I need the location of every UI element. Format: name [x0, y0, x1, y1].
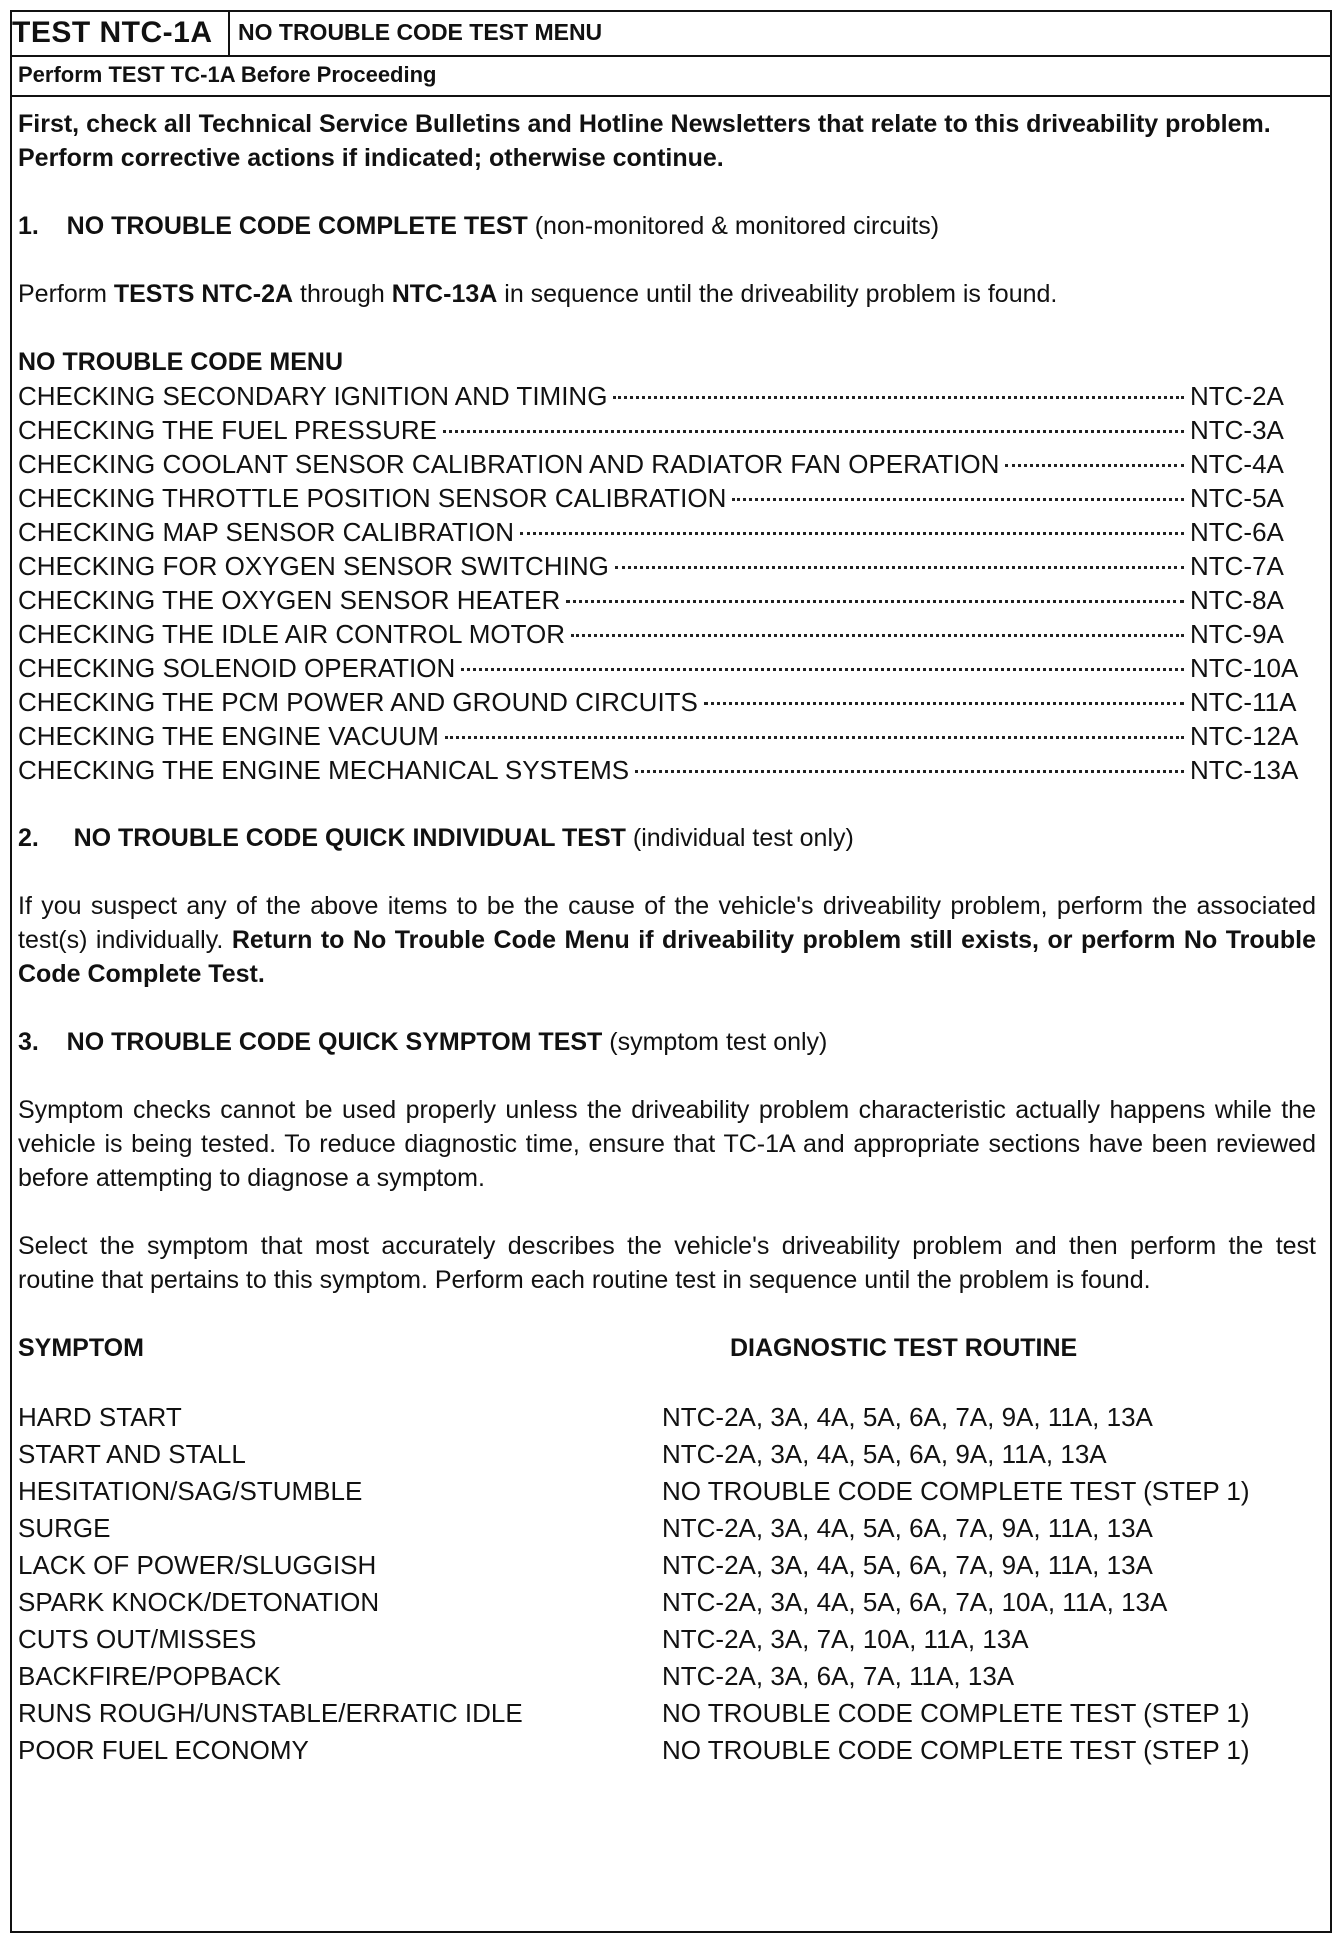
- step-2-paragraph: [18, 889, 1316, 991]
- step-3-paragraph-2: Select the symptom that most accurately describes the vehicle's driveability problem and then perform the test routine that pertains to this symptom. Perform each routine test in sequence until the problem is found.: [18, 1232, 1316, 1294]
- dot-leader: [445, 736, 1184, 739]
- menu-item-label: CHECKING THROTTLE POSITION SENSOR CALIBRATION: [18, 483, 727, 513]
- table-row: [18, 1473, 1316, 1510]
- instr-text: Perform: [18, 280, 114, 308]
- instr-text: through: [293, 280, 392, 308]
- dot-leader: [732, 498, 1184, 501]
- menu-item-label: CHECKING FOR OXYGEN SENSOR SWITCHING: [18, 551, 609, 581]
- menu-item: [18, 617, 1316, 651]
- dot-leader: [461, 668, 1184, 671]
- test-id: TEST NTC-1A: [12, 12, 230, 55]
- symptom-cell: LACK OF POWER/SLUGGISH: [18, 1550, 377, 1580]
- document-page: [10, 10, 1332, 1933]
- instr-test-end: NTC-13A: [391, 280, 498, 308]
- menu-item-label: CHECKING THE PCM POWER AND GROUND CIRCUITS: [18, 687, 698, 717]
- menu-item: [18, 413, 1316, 447]
- menu-item-label: CHECKING THE ENGINE MECHANICAL SYSTEMS: [18, 755, 630, 785]
- routine-cell: NTC-2A, 3A, 4A, 5A, 6A, 7A, 9A, 11A, 13A: [662, 1513, 1153, 1543]
- dot-leader: [443, 430, 1184, 433]
- step-1-heading: [18, 209, 1316, 243]
- step-2-emphasis: Return to No Trouble Code Menu if driveability problem still exists, or perform No Trouble Code Complete Test.: [18, 926, 1317, 988]
- routine-column-header: DIAGNOSTIC TEST ROUTINE: [730, 1334, 1078, 1362]
- menu-item-code: NTC-5A: [1190, 483, 1284, 513]
- menu-item-code: NTC-2A: [1190, 381, 1284, 411]
- table-row: [18, 1436, 1316, 1473]
- menu-item: [18, 515, 1316, 549]
- intro-paragraph: First, check all Technical Service Bulletins and Hotline Newsletters that relate to this driveability problem. Perform corrective actions if indicated; otherwise continue.: [18, 110, 1271, 172]
- symptom-column-header: SYMPTOM: [18, 1334, 144, 1362]
- dot-leader: [613, 396, 1184, 399]
- symptom-cell: BACKFIRE/POPBACK: [18, 1661, 281, 1691]
- step-3-note: (symptom test only): [609, 1028, 828, 1056]
- instr-text: in sequence until the driveability problem is found.: [497, 280, 1058, 308]
- menu-item: [18, 753, 1316, 787]
- menu-item-code: NTC-12A: [1190, 721, 1299, 751]
- table-row: [18, 1510, 1316, 1547]
- menu-item-code: NTC-6A: [1190, 517, 1284, 547]
- symptom-cell: SPARK KNOCK/DETONATION: [18, 1587, 380, 1617]
- test-title: NO TROUBLE CODE TEST MENU: [238, 19, 603, 45]
- symptom-cell: HESITATION/SAG/STUMBLE: [18, 1476, 363, 1506]
- routine-cell: NTC-2A, 3A, 4A, 5A, 6A, 7A, 9A, 11A, 13A: [662, 1402, 1153, 1432]
- routine-cell: NO TROUBLE CODE COMPLETE TEST (STEP 1): [662, 1735, 1250, 1765]
- menu-item: [18, 447, 1316, 481]
- step-3-number: 3.: [18, 1028, 39, 1056]
- step-2-note: (individual test only): [632, 824, 854, 852]
- menu-item: [18, 379, 1316, 413]
- routine-cell: NTC-2A, 3A, 7A, 10A, 11A, 13A: [662, 1624, 1029, 1654]
- routine-cell: NTC-2A, 3A, 6A, 7A, 11A, 13A: [662, 1661, 1015, 1691]
- menu-item-label: CHECKING THE IDLE AIR CONTROL MOTOR: [18, 619, 566, 649]
- menu-item-label: CHECKING THE ENGINE VACUUM: [18, 721, 439, 751]
- step-2-heading: [18, 821, 1316, 855]
- menu-item-label: CHECKING SECONDARY IGNITION AND TIMING: [18, 381, 608, 411]
- routine-cell: NTC-2A, 3A, 4A, 5A, 6A, 9A, 11A, 13A: [662, 1439, 1107, 1469]
- symptom-table-header: [18, 1331, 1316, 1365]
- menu-item: [18, 549, 1316, 583]
- step-3-title: NO TROUBLE CODE QUICK SYMPTOM TEST: [66, 1028, 603, 1056]
- step-2-number: 2.: [18, 824, 39, 852]
- step-1-number: 1.: [18, 212, 39, 240]
- content: [12, 97, 1330, 1769]
- step-1-instruction: [18, 277, 1316, 311]
- symptom-cell: HARD START: [18, 1402, 182, 1432]
- table-row: [18, 1584, 1316, 1621]
- dot-leader: [615, 566, 1184, 569]
- menu-item-code: NTC-13A: [1190, 755, 1299, 785]
- routine-cell: NTC-2A, 3A, 4A, 5A, 6A, 7A, 10A, 11A, 13A: [662, 1587, 1168, 1617]
- menu-item: [18, 651, 1316, 685]
- table-row: [18, 1732, 1316, 1769]
- routine-cell: NO TROUBLE CODE COMPLETE TEST (STEP 1): [662, 1698, 1250, 1728]
- symptom-cell: START AND STALL: [18, 1439, 246, 1469]
- prerequisite-note: Perform TEST TC-1A Before Proceeding: [12, 57, 1330, 97]
- step-3-paragraph-1: Symptom checks cannot be used properly unless the driveability problem characteristic actually happens while the vehicle is being tested. To reduce diagnostic time, ensure that TC-1A and appropriate sections have been reviewed before attempting to diagnose a symptom.: [18, 1096, 1316, 1192]
- symptom-table: [18, 1399, 1316, 1769]
- menu-item-code: NTC-4A: [1190, 449, 1284, 479]
- table-row: [18, 1547, 1316, 1584]
- table-row: [18, 1399, 1316, 1436]
- step-1-note: (non-monitored & monitored circuits): [534, 212, 940, 240]
- menu-item: [18, 481, 1316, 515]
- dot-leader: [635, 770, 1184, 773]
- dot-leader: [704, 702, 1184, 705]
- menu-item: [18, 685, 1316, 719]
- routine-cell: NTC-2A, 3A, 4A, 5A, 6A, 7A, 9A, 11A, 13A: [662, 1550, 1153, 1580]
- step-1-title: NO TROUBLE CODE COMPLETE TEST: [66, 212, 528, 240]
- header-row: [12, 12, 1330, 57]
- table-row: [18, 1621, 1316, 1658]
- routine-cell: NO TROUBLE CODE COMPLETE TEST (STEP 1): [662, 1476, 1250, 1506]
- dot-leader: [571, 634, 1184, 637]
- instr-test-start: TESTS NTC-2A: [113, 280, 294, 308]
- menu-item-label: CHECKING COOLANT SENSOR CALIBRATION AND RADIATOR FAN OPERATION: [18, 449, 1000, 479]
- menu-item-label: CHECKING MAP SENSOR CALIBRATION: [18, 517, 515, 547]
- menu-item-label: CHECKING THE OXYGEN SENSOR HEATER: [18, 585, 561, 615]
- step-2-text: If you suspect any of the above items to be the cause of the vehicle's driveability problem, perform the associated test(s) individually.: [18, 892, 1316, 954]
- table-row: [18, 1658, 1316, 1695]
- symptom-cell: RUNS ROUGH/UNSTABLE/ERRATIC IDLE: [18, 1698, 523, 1728]
- menu-title: NO TROUBLE CODE MENU: [18, 348, 343, 376]
- menu-item-code: NTC-11A: [1190, 687, 1297, 717]
- dot-leader: [520, 532, 1184, 535]
- menu-item: [18, 719, 1316, 753]
- table-row: [18, 1695, 1316, 1732]
- menu-list: [18, 379, 1316, 787]
- menu-item-code: NTC-7A: [1190, 551, 1284, 581]
- symptom-cell: SURGE: [18, 1513, 111, 1543]
- dot-leader: [566, 600, 1184, 603]
- menu-item-label: CHECKING THE FUEL PRESSURE: [18, 415, 437, 445]
- menu-item-code: NTC-3A: [1190, 415, 1284, 445]
- step-2-title: NO TROUBLE CODE QUICK INDIVIDUAL TEST: [73, 824, 626, 852]
- symptom-cell: POOR FUEL ECONOMY: [18, 1735, 309, 1765]
- menu-item-code: NTC-8A: [1190, 585, 1284, 615]
- menu-item: [18, 583, 1316, 617]
- menu-item-label: CHECKING SOLENOID OPERATION: [18, 653, 456, 683]
- step-3-heading: [18, 1025, 1316, 1059]
- symptom-cell: CUTS OUT/MISSES: [18, 1624, 257, 1654]
- menu-item-code: NTC-10A: [1190, 653, 1299, 683]
- menu-item-code: NTC-9A: [1190, 619, 1284, 649]
- dot-leader: [1005, 464, 1184, 467]
